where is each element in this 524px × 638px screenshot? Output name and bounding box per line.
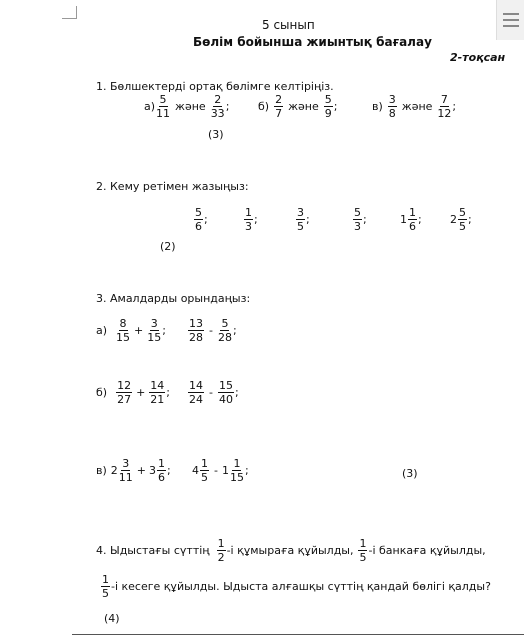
fraction: $\frac{2}{33}$ bbox=[210, 93, 225, 120]
page-corner-mark bbox=[62, 6, 77, 19]
q1-text: 1. Бөлшектерді ортақ бөлімге келтіріңіз. bbox=[96, 80, 334, 93]
conj-text: және bbox=[401, 100, 433, 113]
q1-c-label: в) bbox=[372, 100, 383, 113]
grade-label: 5 сынып bbox=[262, 18, 315, 32]
q2-item: 1 $\frac{1}{6}$ ; bbox=[400, 206, 422, 233]
q3-a-expr2: $\frac{13}{28}$ - $\frac{5}{28}$ ; bbox=[189, 317, 237, 344]
q1-b-label: б) bbox=[258, 100, 270, 113]
q3-text: 3. Амалдарды орындаңыз: bbox=[96, 292, 251, 305]
q3-c-expr1: в) 2 $\frac{3}{11}$ + 3 $\frac{1}{6}$ ; bbox=[96, 457, 171, 484]
q4-points: (4) bbox=[104, 612, 120, 625]
fraction: $\frac{2}{7}$ bbox=[275, 93, 283, 120]
q2-item: $\frac{5}{3}$ ; bbox=[354, 206, 367, 233]
quarter-label: 2-тоқсан bbox=[450, 51, 506, 64]
q3-b-expr2: $\frac{14}{24}$ - $\frac{15}{40}$ ; bbox=[189, 379, 239, 406]
q3-b-expr1: б) $\frac{12}{27}$ + $\frac{14}{21}$ ; bbox=[96, 379, 171, 406]
q2-item: $\frac{1}{3}$ ; bbox=[245, 206, 258, 233]
q4-line2: $\frac{1}{5}$ -і кесеге құйылды. Ыдыста алғашқы сүттің қандай бөлігі қалды? bbox=[102, 573, 491, 600]
q1-points: (3) bbox=[208, 128, 224, 141]
menu-icon[interactable] bbox=[496, 0, 524, 40]
fraction: $\frac{5}{11}$ bbox=[156, 93, 171, 120]
q2-points: (2) bbox=[160, 240, 176, 253]
q4-line1: 4. Ыдыстағы сүттің $\frac{1}{2}$ -і құмыраға құйылды, $\frac{1}{5}$ -і банкаға құйылды, bbox=[96, 537, 486, 564]
bottom-rule bbox=[72, 634, 524, 635]
q2-item: $\frac{3}{5}$ ; bbox=[297, 206, 310, 233]
conj-text: және bbox=[288, 100, 319, 113]
q1-item-b: б) $\frac{2}{7}$ және $\frac{5}{9}$ ; bbox=[258, 93, 338, 120]
fraction: $\frac{3}{8}$ bbox=[388, 93, 396, 120]
q3-c-expr2: 4 $\frac{1}{5}$ - 1 $\frac{1}{15}$ ; bbox=[192, 457, 249, 484]
q3-a-expr1: а) $\frac{8}{15}$ + $\frac{3}{15}$ ; bbox=[96, 317, 166, 344]
q1-a-label: а) bbox=[144, 100, 156, 113]
q2-item: 2 $\frac{5}{5}$ ; bbox=[450, 206, 472, 233]
q2-item: $\frac{5}{6}$ ; bbox=[195, 206, 208, 233]
page-title: Бөлім бойынша жиынтық бағалау bbox=[193, 35, 432, 49]
q1-item-c: в) $\frac{3}{8}$ және $\frac{7}{12}$ ; bbox=[372, 93, 457, 120]
q1-item-a: а) $\frac{5}{11}$ және $\frac{2}{33}$ ; bbox=[144, 93, 230, 120]
fraction: $\frac{5}{9}$ bbox=[324, 93, 332, 120]
fraction: $\frac{7}{12}$ bbox=[437, 93, 452, 120]
q2-text: 2. Кему ретімен жазыңыз: bbox=[96, 180, 249, 193]
q3-points: (3) bbox=[402, 467, 418, 480]
conj-text: және bbox=[175, 100, 206, 113]
